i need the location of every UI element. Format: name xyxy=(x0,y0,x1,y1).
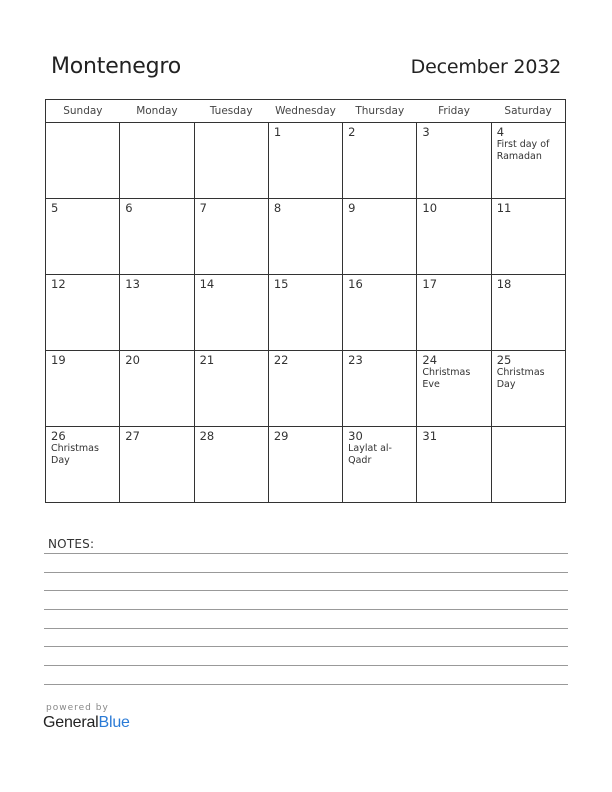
day-number: 4 xyxy=(496,125,505,139)
day-cell xyxy=(120,199,194,275)
week-row xyxy=(46,275,566,351)
day-cell xyxy=(46,199,120,275)
day-cell xyxy=(120,123,194,199)
day-cell xyxy=(268,275,342,351)
day-cell xyxy=(46,275,120,351)
day-number: 5 xyxy=(51,201,59,215)
day-number: 23 xyxy=(348,353,363,367)
day-cell xyxy=(343,351,417,427)
day-number: 16 xyxy=(348,277,363,291)
day-cell xyxy=(268,123,342,199)
day-cell xyxy=(491,123,565,199)
month-year-title: December 2032 xyxy=(410,56,561,78)
day-cell xyxy=(46,351,120,427)
brand-blue-text: Blue xyxy=(98,714,130,731)
week-row xyxy=(46,199,566,275)
day-number: 6 xyxy=(125,201,133,215)
day-number: 2 xyxy=(348,125,356,139)
day-number: 31 xyxy=(422,429,438,443)
day-cell xyxy=(194,123,268,199)
day-number: 8 xyxy=(273,201,282,215)
day-number: 9 xyxy=(348,201,356,215)
weekday-wednesday: Wednesday xyxy=(268,100,342,123)
notes-label: NOTES: xyxy=(48,537,95,551)
day-number: 22 xyxy=(273,353,289,367)
weekday-tuesday: Tuesday xyxy=(194,100,268,123)
country-title: Montenegro xyxy=(51,54,182,79)
day-number: 11 xyxy=(496,201,512,215)
weekday-friday: Friday xyxy=(417,100,491,123)
day-number: 28 xyxy=(199,429,215,443)
holiday-label: Christmas Eve xyxy=(422,367,471,390)
notes-line xyxy=(44,684,568,685)
weekday-thursday: Thursday xyxy=(343,100,417,123)
day-number: 25 xyxy=(496,353,512,367)
week-row xyxy=(46,123,566,199)
day-cell xyxy=(343,123,417,199)
weekday-sunday: Sunday xyxy=(46,100,120,123)
weekday-monday: Monday xyxy=(120,100,194,123)
day-cell xyxy=(343,199,417,275)
powered-by-text: powered by xyxy=(46,703,109,713)
day-number: 14 xyxy=(199,277,215,291)
day-number: 1 xyxy=(273,125,282,139)
day-number: 12 xyxy=(51,277,66,291)
day-cell xyxy=(343,275,417,351)
weekday-header-row xyxy=(46,100,566,123)
day-cell xyxy=(268,351,342,427)
holiday-label: Christmas Day xyxy=(51,443,99,466)
notes-line xyxy=(44,590,568,591)
calendar-grid xyxy=(45,99,566,503)
day-number: 18 xyxy=(496,277,512,291)
week-row xyxy=(46,427,566,503)
day-cell xyxy=(268,427,342,503)
day-number: 21 xyxy=(199,353,215,367)
day-cell xyxy=(194,199,268,275)
brand-general-text: General xyxy=(43,714,99,731)
day-cell xyxy=(46,123,120,199)
day-cell xyxy=(120,351,194,427)
notes-line xyxy=(44,646,568,647)
day-number: 15 xyxy=(273,277,289,291)
day-cell xyxy=(417,275,491,351)
day-cell xyxy=(417,351,491,427)
day-cell xyxy=(417,199,491,275)
day-cell xyxy=(268,199,342,275)
day-number: 30 xyxy=(348,429,363,443)
day-number: 13 xyxy=(125,277,140,291)
day-number: 19 xyxy=(51,353,66,367)
day-cell xyxy=(194,275,268,351)
day-number: 10 xyxy=(422,201,438,215)
holiday-label: First day of Ramadan xyxy=(496,139,550,162)
day-number: 17 xyxy=(422,277,438,291)
day-number: 26 xyxy=(51,429,66,443)
brand-name xyxy=(43,714,130,732)
day-cell xyxy=(491,351,565,427)
weekday-saturday: Saturday xyxy=(491,100,565,123)
notes-line xyxy=(44,628,568,629)
week-row xyxy=(46,351,566,427)
day-cell xyxy=(120,427,194,503)
day-number: 27 xyxy=(125,429,140,443)
notes-line xyxy=(44,609,568,610)
day-cell xyxy=(491,427,565,503)
day-cell xyxy=(194,351,268,427)
day-number: 29 xyxy=(273,429,289,443)
notes-line xyxy=(44,572,568,573)
day-cell xyxy=(417,123,491,199)
day-number: 3 xyxy=(422,125,430,139)
day-number: 24 xyxy=(422,353,438,367)
holiday-label: Laylat al-Qadr xyxy=(348,443,392,466)
day-cell xyxy=(194,427,268,503)
generalblue-logo xyxy=(43,703,130,732)
day-cell xyxy=(491,275,565,351)
day-cell xyxy=(120,275,194,351)
day-cell xyxy=(417,427,491,503)
day-number: 20 xyxy=(125,353,140,367)
day-cell xyxy=(343,427,417,503)
day-cell xyxy=(46,427,120,503)
day-cell xyxy=(491,199,565,275)
holiday-label: Christmas Day xyxy=(496,367,545,390)
day-number: 7 xyxy=(199,201,207,215)
notes-line xyxy=(44,553,568,554)
notes-line xyxy=(44,665,568,666)
